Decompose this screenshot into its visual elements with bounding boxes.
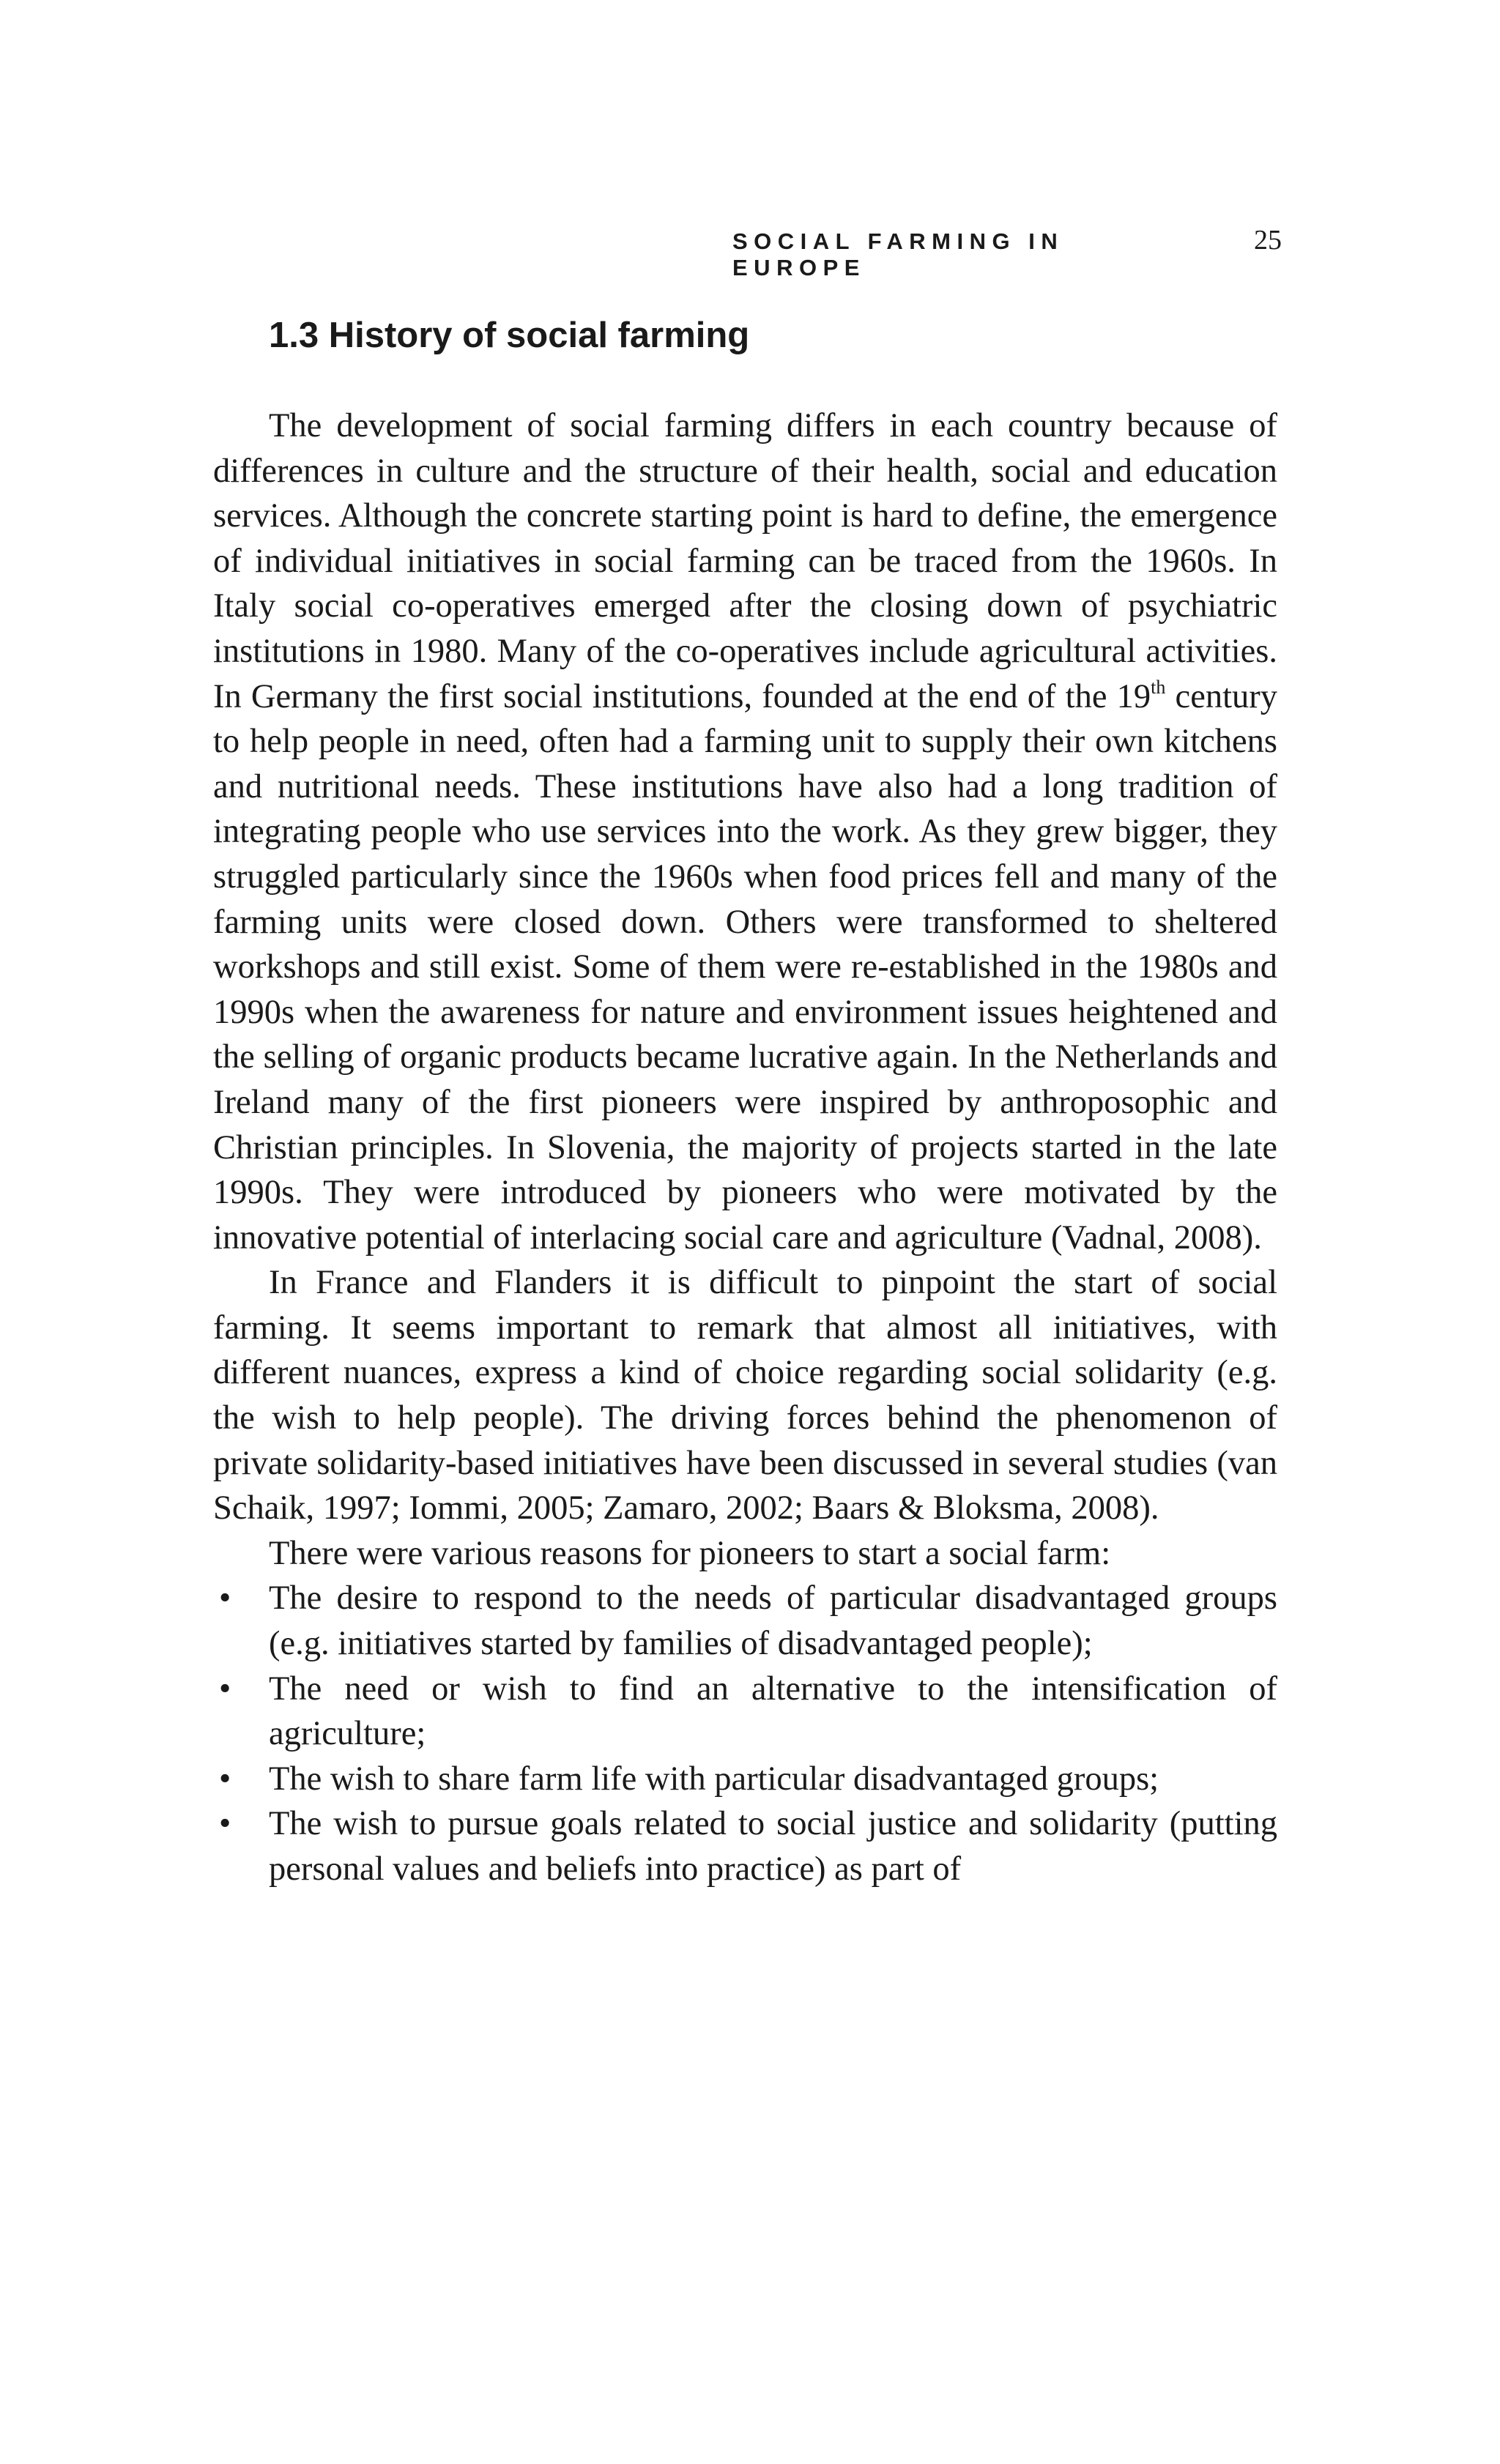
running-header — [732, 224, 1282, 281]
paragraph-france-flanders: In France and Flanders it is difficult to pinpoint the start of social farming. It seems important to remark that almost all initiatives, with different nuances, express a kind of choice regarding social solidarity (e.g. the wish to help people). The driving forces behind the phenomenon of private solidarity-based initiatives have been discussed in several studies (van Schaik, 1997; Iommi, 2005; Zamaro, 2002; Baars & Bloksma, 2008). — [213, 1264, 1277, 1527]
body-text — [213, 403, 1277, 1892]
list-item-text: The desire to respond to the needs of particular disadvantaged groups (e.g. initiatives started by families of disadvantaged people); — [269, 1579, 1277, 1663]
list-item — [213, 1757, 1277, 1802]
bullet-icon: • — [219, 1805, 231, 1843]
list-item — [213, 1801, 1277, 1891]
paragraph-history-part-2: century to help people in need, often had a farming unit to supply their own kitchens and nutritional needs. These institutions have also had a long tradition of integrating people who use services into the work. As they grew bigger, they struggled particularly since the 1960s when food prices fell and many of the farming units were closed down. Others were transformed to sheltered workshops and still exist. Some of them were re-established in the 1980s and 1990s when the awareness for nature and environment issues heightened and the selling of organic products became lucrative again. In the Netherlands and Ireland many of the first pioneers were inspired by anthroposophic and Christian principles. In Slovenia, the majority of projects started in the late 1990s. They were introduced by pioneers who were motivated by the innovative potential of interlacing social care and agriculture (Vadnal, 2008). — [213, 677, 1277, 1257]
running-title: SOCIAL FARMING IN EUROPE — [732, 228, 1064, 280]
list-item-text: The wish to share farm life with particular disadvantaged groups; — [269, 1760, 1159, 1798]
list-item — [213, 1576, 1277, 1666]
list-item-text: The need or wish to find an alternative to the intensification of agriculture; — [269, 1670, 1277, 1753]
bullet-icon: • — [219, 1760, 231, 1798]
paragraph-reasons-intro: There were various reasons for pioneers to start a social farm: — [269, 1534, 1111, 1572]
list-item — [213, 1667, 1277, 1757]
paragraph-history-part-1: The development of social farming differs in each country because of differences in culture and the structure of their health, social and education services. Although the concrete starting point is hard to define, the emergence of individual initiatives in social farming can be traced from the 1960s. In Italy social co-operatives emerged after the closing down of psychiatric institutions in 1980. Many of the co-operatives include agricultural activities. In Germany the first social institutions, founded at the end of the 19 — [213, 407, 1277, 715]
reasons-list — [213, 1576, 1277, 1891]
bullet-icon: • — [219, 1670, 231, 1708]
section-heading: 1.3 History of social farming — [269, 316, 750, 355]
list-item-text: The wish to pursue goals related to social justice and solidarity (putting personal values and beliefs into practice) as part of — [269, 1805, 1277, 1888]
paragraph-history — [213, 403, 1277, 1260]
ordinal-superscript: th — [1151, 676, 1166, 698]
page-number: 25 — [1254, 225, 1282, 256]
bullet-icon: • — [219, 1579, 231, 1618]
